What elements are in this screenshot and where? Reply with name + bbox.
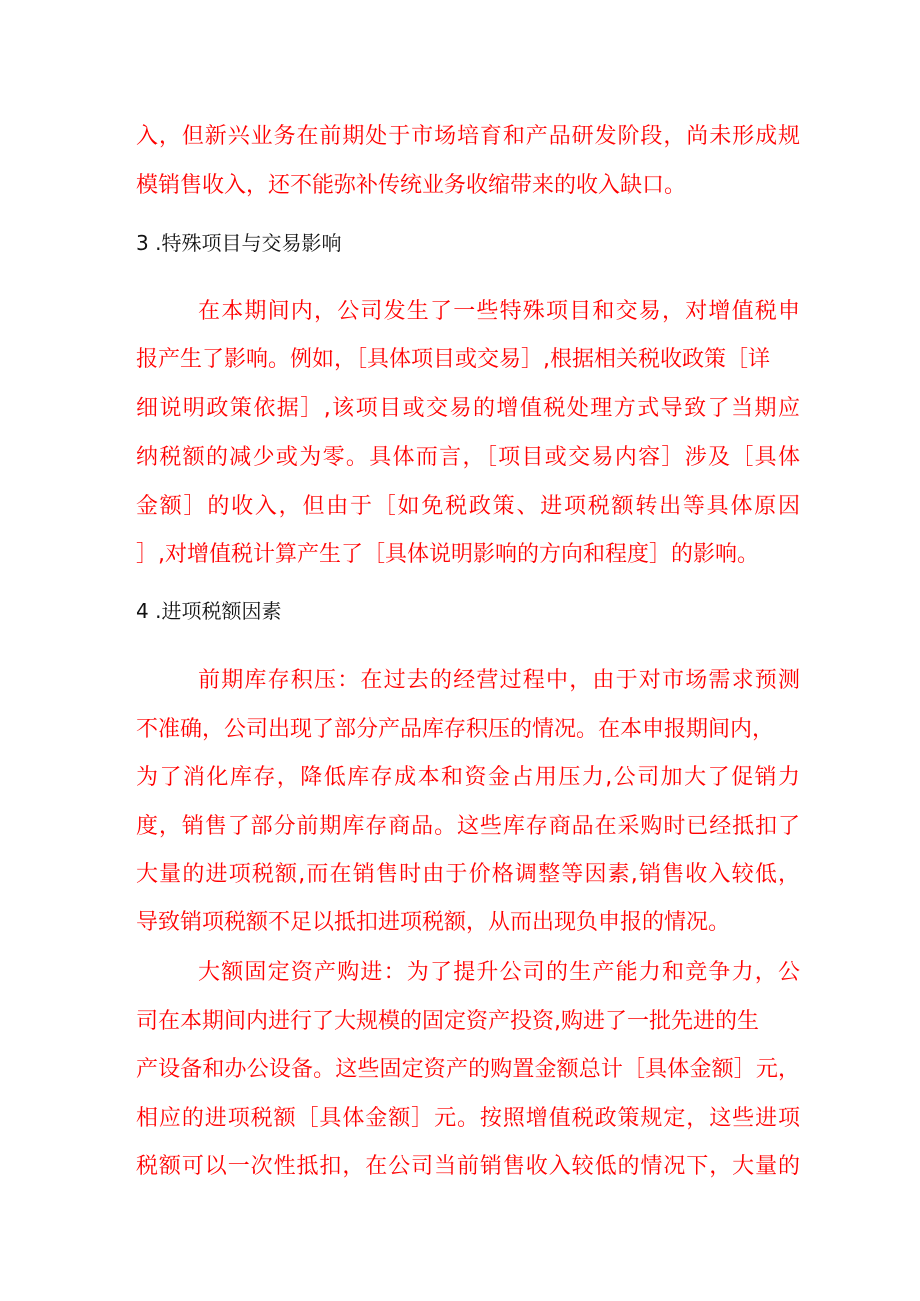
paragraph-2-line-4: 纳税额的减少或为零。具体而言，［项目或交易内容］涉及［具体 <box>136 445 802 470</box>
paragraph-3-line-5: 大量的进项税额,而在销售时由于价格调整等因素,销售收入较低， <box>136 862 802 887</box>
paragraph-4-line-1: 大额固定资产购进：为了提升公司的生产能力和竞争力，公 <box>198 960 802 985</box>
paragraph-3-line-2: 不准确，公司出现了部分产品库存积压的情况。在本申报期间内， <box>136 717 775 742</box>
paragraph-3-line-6: 导致销项税额不足以抵扣进项税额，从而出现负申报的情况。 <box>136 910 731 935</box>
paragraph-2-line-5: 金额］的收入，但由于［如免税政策、进项税额转出等具体原因 <box>136 494 802 519</box>
section-heading-4: 4 .进项税额因素 <box>136 599 282 623</box>
paragraph-3-line-1: 前期库存积压：在过去的经营过程中，由于对市场需求预测 <box>198 668 802 693</box>
paragraph-2-line-6: ］,对增值税计算产生了［具体说明影响的方向和程度］的影响。 <box>136 542 759 567</box>
paragraph-3-line-3: 为了消化库存，降低库存成本和资金占用压力,公司加大了促销力 <box>136 765 802 790</box>
paragraph-1-line-1: 入，但新兴业务在前期处于市场培育和产品研发阶段，尚未形成规 <box>136 124 801 149</box>
paragraph-4-line-4: 相应的进项税额［具体金额］元。按照增值税政策规定，这些进项 <box>136 1106 801 1131</box>
paragraph-2-line-3: 细说明政策依据］,该项目或交易的增值税处理方式导致了当期应 <box>136 396 802 421</box>
paragraph-4-line-3: 产设备和办公设备。这些固定资产的购置金额总计［具体金额］元， <box>136 1057 801 1082</box>
paragraph-3-line-4: 度，销售了部分前期库存商品。这些库存商品在采购时已经抵扣了 <box>136 814 801 839</box>
paragraph-4-line-2: 司在本期间内进行了大规模的固定资产投资,购进了一批先进的生 <box>136 1009 759 1034</box>
paragraph-2-line-1: 在本期间内，公司发生了一些特殊项目和交易，对增值税申 <box>198 299 802 324</box>
paragraph-1-line-2: 模销售收入，还不能弥补传统业务收缩带来的收入缺口。 <box>136 173 687 198</box>
paragraph-4-line-5: 税额可以一次性抵扣，在公司当前销售收入较低的情况下，大量的 <box>136 1154 801 1179</box>
section-heading-3: 3 .特殊项目与交易影响 <box>136 231 342 255</box>
paragraph-2-line-2: 报产生了影响。例如，［具体项目或交易］,根据相关税收政策［详 <box>136 347 770 372</box>
